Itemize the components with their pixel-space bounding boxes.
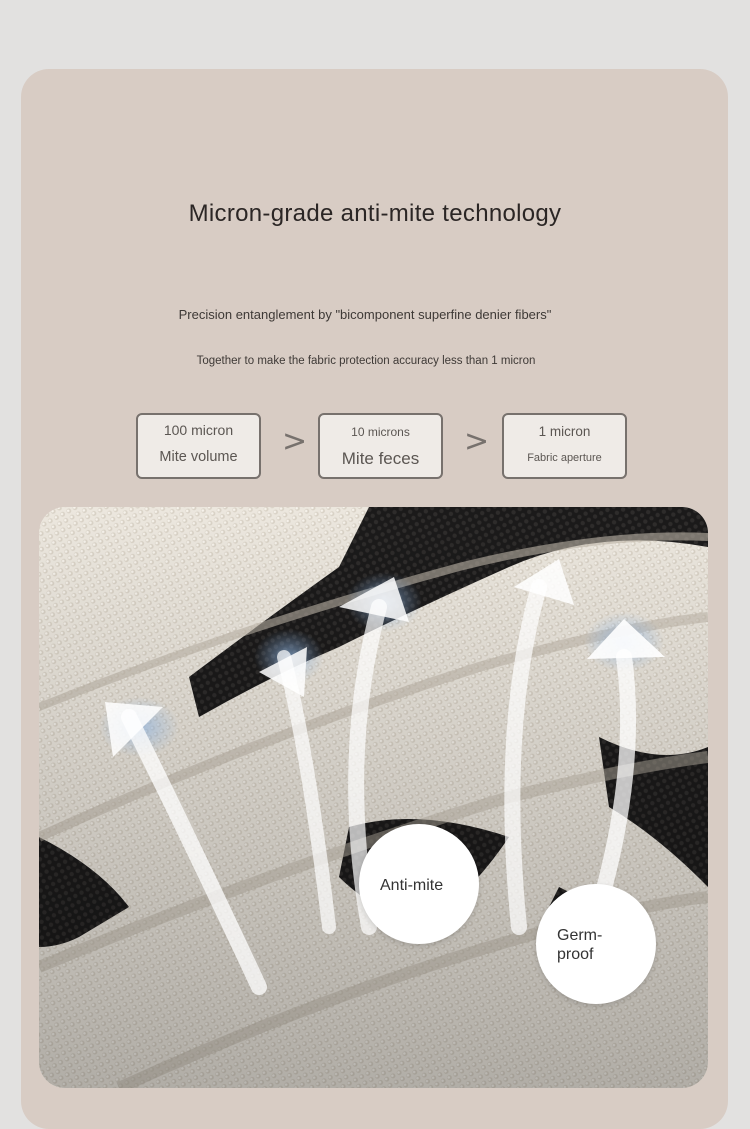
- description-line-2: Together to make the fabric protection accuracy less than 1 micron: [196, 355, 536, 367]
- comparison-size: 10 microns: [351, 425, 410, 439]
- greater-than-sign: >: [464, 424, 490, 459]
- comparison-label: Fabric aperture: [527, 452, 602, 464]
- badge-label: Anti-mite: [380, 877, 444, 894]
- badge-label: Germ- proof: [557, 927, 603, 963]
- comparison-label: Mite volume: [159, 449, 238, 465]
- greater-than-sign: >: [282, 424, 308, 459]
- description-line-1: Precision entanglement by "bicomponent superfine denier fibers": [178, 307, 552, 322]
- page-title: Micron-grade anti-mite technology: [188, 200, 562, 227]
- germ-proof-badge: [536, 884, 656, 1004]
- comparison-size: 1 micron: [538, 424, 591, 439]
- comparison-size: 100 micron: [163, 422, 234, 438]
- fabric-photo: [39, 507, 708, 1088]
- comparison-box-mite-volume: [136, 413, 261, 479]
- comparison-label: Mite feces: [341, 449, 420, 468]
- comparison-box-mite-feces: [318, 413, 443, 479]
- comparison-box-fabric-aperture: [502, 413, 627, 479]
- anti-mite-badge: [359, 824, 479, 944]
